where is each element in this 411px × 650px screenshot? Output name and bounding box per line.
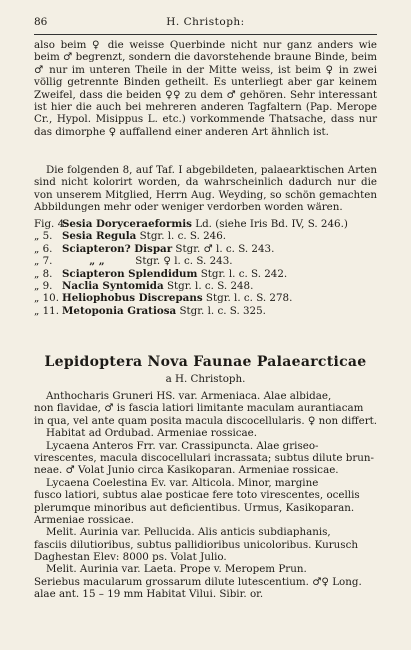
figure-list [34,218,377,317]
header-rule [34,34,377,35]
text-line: Daghestan Elev: 8000 ps. Volat Julio. [34,551,227,564]
figure-number: „ 7. [34,255,53,268]
page-number: 86 [34,16,48,28]
section-title: Lepidoptera Nova Faunae Palaearcticae [44,354,367,370]
species-descriptions [34,390,377,601]
text-line: plerumque minoribus aut deficientibus. Urmus, Kasikoparan. [34,501,355,514]
species-name: Sciapteron Splendidum [62,267,198,280]
figure-item [34,268,377,280]
figure-reference: Stgr. l. c. S. 246. [139,230,227,243]
figure-reference: Stgr. ♀ l. c. S. 243. [135,255,233,268]
text-line: Melit. Aurinia var. Laeta. Prope v. Meropem Prun. [46,563,307,576]
page-header [34,16,377,32]
species-name: Heliophobus Discrepans [62,292,203,305]
text-line: Lycaena Coelestina Ev. var. Alticola. Minor, margine [46,476,319,489]
text-line: alae ant. 15 – 19 mm Habitat Vilui. Sibir. or. [34,588,264,601]
text-line: Melit. Aurinia var. Pellucida. Alis anticis subdiaphanis, [46,526,331,539]
figure-number: „ 8. [34,267,53,280]
figure-number: „ 9. [34,279,53,292]
text-line: Lycaena Anteros Frr. var. Crassipuncta. Alae griseo- [46,439,319,452]
section-author: a H. Christoph. [165,373,246,385]
figure-item [34,230,377,242]
text-line: fasciis dilutioribus, subtus pallidioribus unicoloribus. Kurusch [34,538,358,551]
species-name: Sesia Regula [62,230,137,243]
figure-number: „ 11. [34,304,59,317]
text-line: Seriebus macularum grossarum dilute lutescentium. ♂♀ Long. [34,575,362,588]
text-line: in qua, vel ante quam posita macula discocellularis. ♀ non differt. [34,414,377,427]
species-name: Sesia Doryceraeformis [62,218,192,230]
figure-number: „ 6. [34,242,53,255]
figure-reference: Stgr. ♂ l. c. S. 243. [175,242,275,255]
text-line: Armeniae rossicae. [34,513,134,526]
text-line: Anthocharis Gruneri HS. var. Armeniaca. Alae albidae, [46,390,332,402]
figure-item [34,218,377,230]
text-line: Habitat ad Ordubad. Armeniae rossicae. [46,427,258,440]
figure-number: „ 10. [34,292,59,305]
figure-reference: Stgr. l. c. S. 248. [166,279,254,292]
paragraph-2-text: Die folgenden 8, auf Taf. I abgebildeten, palaearktischen Arten sind nicht kolorirt worden, da wahrscheinlich dadurch nur die von unserem Mitglied, Herrn Aug. Weyding, so schön gemachten Abbildungen mehr oder weniger verdorben worden wären. [34,164,377,214]
text-line: non flavidae, ♂ is fascia latiori limitante maculam aurantiacam [34,402,364,415]
figure-reference: Stgr. l. c. S. 242. [200,267,288,280]
figure-number: Fig. 4. [34,218,68,230]
species-name: „ „ [89,255,105,268]
species-name: Metoponia Gratiosa [62,304,177,317]
figure-item [34,255,377,267]
text-line: fusco latiori, subtus alae posticae fere toto virescentes, ocellis [34,489,360,502]
paragraph-1-text: also beim ♀ die weisse Querbinde nicht nur ganz anders wie beim ♂ begrenzt, sondern die davorstehende braune Binde, beim ♂ nur im unteren Theile in der Mitte weiss, ist beim ♀ in zwei völlig getrennte Binden getheilt. Es unterliegt aber gar keinem Zweifel, dass die beiden ♀♀ zu dem ♂ gehören. Sehr interessant ist hier die auch bei mehreren anderen Tagfaltern (Pap. Merope Cr., Hypol. Misippus L. etc.) vorkommende Thatsache, dass nur das dimorphe ♀ auffallend einer anderen Art ähnlich ist. [34,39,377,138]
figure-reference: Ld. (siehe Iris Bd. IV, S. 246.) [195,218,348,230]
text-line: neae. ♂ Volat Junio circa Kasikoparan. Armeniae rossicae. [34,464,339,477]
figure-reference: Stgr. l. c. S. 325. [179,304,266,317]
text-line: virescentes, macula discocellulari incrassata; subtus dilute brun- [34,451,374,464]
figure-item [34,305,377,317]
species-name: Naclia Syntomida [62,279,164,292]
figure-reference: Stgr. l. c. S. 278. [205,292,293,305]
figure-item [34,243,377,255]
species-name: Sciapteron? Dispar [62,242,173,255]
figure-item [34,292,377,304]
figure-number: „ 5. [34,230,53,243]
paragraph-2 [34,164,377,214]
paragraph-1 [34,39,377,138]
figure-item [34,280,377,292]
running-head: H. Christoph: [166,16,245,28]
